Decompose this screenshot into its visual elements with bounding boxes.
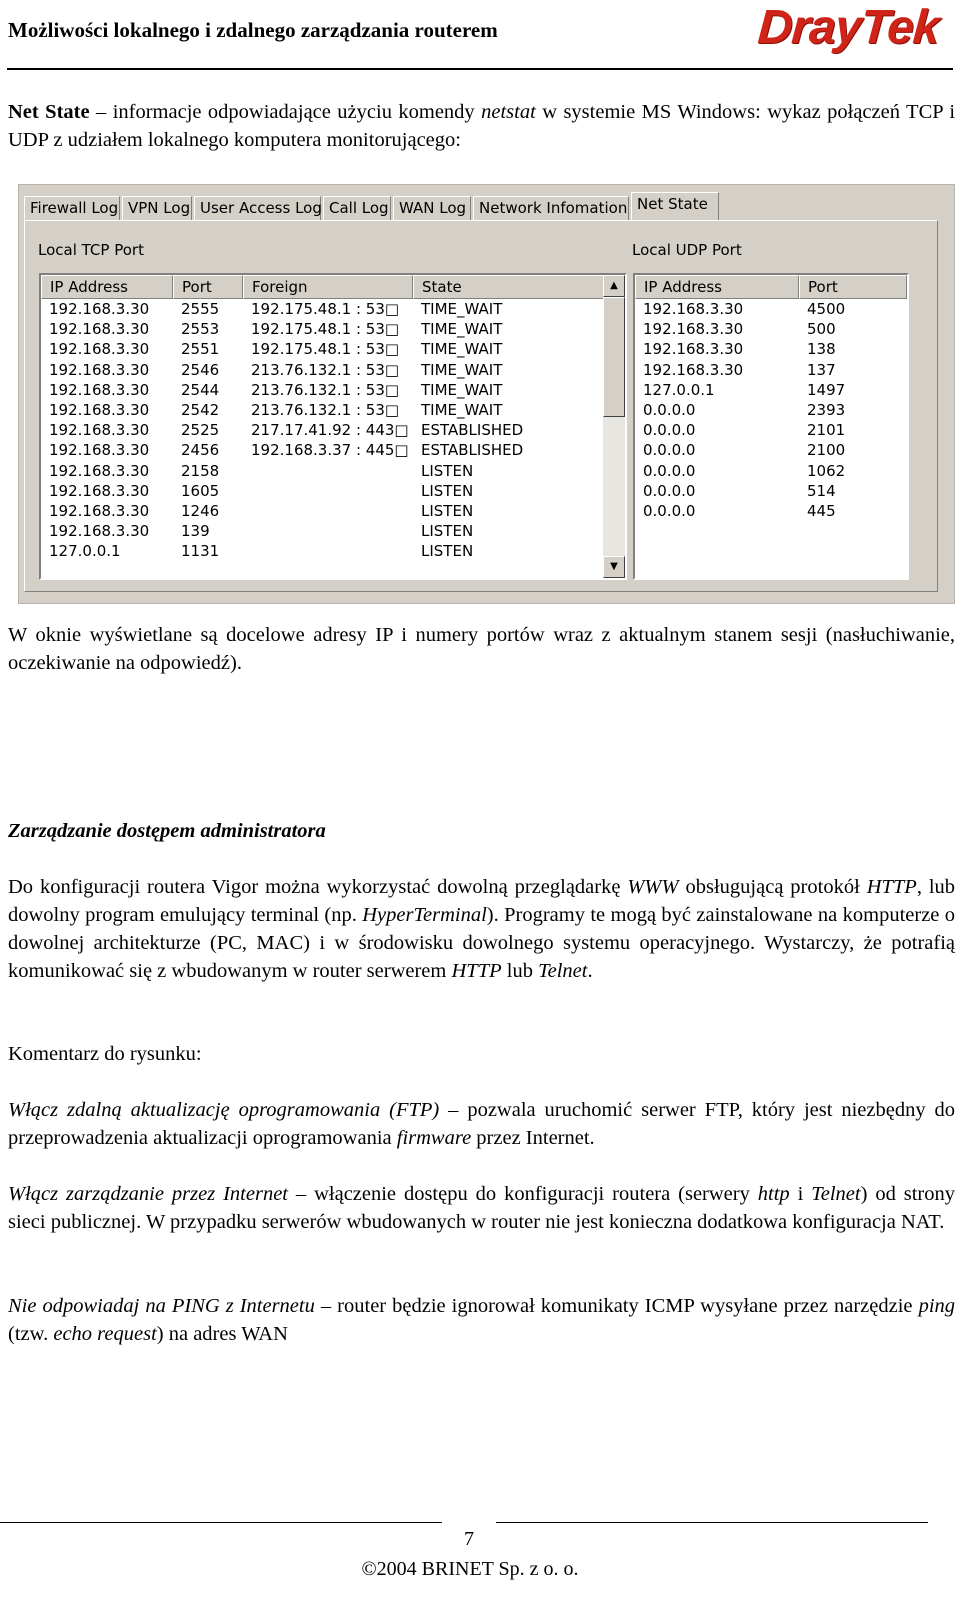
udp-cell: 192.168.3.30	[643, 320, 744, 339]
intro-command: netstat	[481, 101, 536, 123]
tcp-cell: 2544	[181, 380, 220, 399]
tcp-scrollbar[interactable]	[603, 275, 625, 578]
window-description: W oknie wyświetlane są docelowe adresy IP i numery portów wraz z aktualnym stanem sesji (nasłuchiwanie, oczekiwanie na odpowiedź).	[8, 624, 955, 674]
tcp-cell: 2555	[181, 300, 220, 318]
udp-cell: 0.0.0.0	[643, 441, 696, 460]
tcp-col-foreign[interactable]: Foreign	[243, 275, 413, 299]
udp-group-label: Local UDP Port	[632, 241, 742, 259]
tab-call-log[interactable]: Call Log	[323, 196, 391, 220]
udp-cell: 4500	[807, 300, 846, 318]
document-header-title: Możliwości lokalnego i zdalnego zarządzania routerem	[8, 18, 498, 42]
item-ftp: Włącz zdalną aktualizację oprogramowania (FTP) – pozwala uruchomić serwer FTP, który jest niezbędny do przeprowadzenia aktualizacji oprogramowania firmware przez Internet.	[8, 1099, 956, 1149]
udp-cell: 0.0.0.0	[643, 421, 696, 440]
udp-cell: 0.0.0.0	[643, 502, 696, 520]
tcp-cell: 2551	[181, 340, 220, 359]
tcp-cell: ESTABLISHED	[421, 421, 524, 440]
comment-label: Komentarz do rysunku:	[8, 1043, 202, 1065]
tcp-col-ip-address[interactable]: IP Address	[41, 275, 173, 299]
draytek-logo: DrayTek	[756, 1, 941, 54]
tcp-cell: 192.168.3.37 : 445□	[251, 441, 409, 460]
udp-cell: 2101	[807, 421, 846, 440]
tcp-cell: 192.168.3.30	[49, 340, 150, 359]
tcp-cell: 192.168.3.30	[49, 502, 150, 520]
tab-net-state[interactable]: Net State	[631, 192, 719, 220]
udp-cell: 192.168.3.30	[643, 300, 744, 318]
udp-cell: 1497	[807, 380, 846, 399]
footer-rule-left	[0, 1522, 442, 1523]
tcp-cell: TIME_WAIT	[421, 320, 503, 339]
udp-cell: 137	[807, 360, 836, 379]
tcp-cell: 2546	[181, 360, 220, 379]
tcp-cell: 192.168.3.30	[49, 421, 150, 440]
section-heading: Zarządzanie dostępem administratora	[8, 820, 326, 842]
tcp-cell: 192.168.3.30	[49, 300, 150, 318]
tcp-cell: 192.168.3.30	[49, 380, 150, 399]
tcp-cell: 213.76.132.1 : 53□	[251, 360, 400, 379]
item-ping-term: Nie odpowiadaj na PING z Internetu	[8, 1295, 315, 1317]
udp-cell: 0.0.0.0	[643, 461, 696, 480]
tcp-cell: LISTEN	[421, 481, 474, 500]
tcp-col-port[interactable]: Port	[173, 275, 243, 299]
tcp-cell: LISTEN	[421, 542, 474, 561]
tcp-cell: 192.175.48.1 : 53□	[251, 320, 400, 339]
tcp-cell: 192.168.3.30	[49, 401, 150, 419]
tcp-cell: TIME_WAIT	[421, 360, 503, 379]
tcp-cell: 1131	[181, 542, 220, 561]
scroll-thumb[interactable]	[603, 297, 625, 417]
udp-cell: 127.0.0.1	[643, 380, 715, 399]
tcp-cell: 1605	[181, 481, 220, 500]
intro-paragraph	[8, 98, 955, 154]
header-divider	[7, 68, 953, 70]
udp-cell: 445	[807, 502, 836, 520]
tcp-cell: 2553	[181, 320, 220, 339]
tcp-col-state[interactable]: State	[413, 275, 605, 299]
intro-text-2: w systemie MS Windows: wykaz połączeń TCP i UDP z udziałem lokalnego komputera monitorującego:	[8, 101, 956, 151]
tcp-cell: 192.175.48.1 : 53□	[251, 300, 400, 318]
tcp-group-label: Local TCP Port	[38, 241, 144, 259]
tcp-cell: 127.0.0.1	[49, 542, 121, 561]
net-state-panel	[24, 220, 938, 592]
item-internet: Włącz zarządzanie przez Internet – włączenie dostępu do konfiguracji routera (serwery http i Telnet) od strony sieci publicznej. W przypadku serwerów wbudowanych w router nie jest konieczna dodatkowa konfiguracja NAT.	[8, 1183, 956, 1233]
intro-term: Net State	[8, 101, 90, 123]
intro-dash: –	[96, 101, 107, 123]
tcp-cell: 192.168.3.30	[49, 320, 150, 339]
tcp-cell: ESTABLISHED	[421, 441, 524, 460]
tcp-cell: 192.168.3.30	[49, 522, 150, 541]
tcp-cell: 217.17.41.92 : 443□	[251, 421, 409, 440]
udp-cell: 138	[807, 340, 836, 359]
udp-col-port[interactable]: Port	[799, 275, 907, 299]
udp-col-ip-address[interactable]: IP Address	[635, 275, 799, 299]
tcp-cell: LISTEN	[421, 522, 474, 541]
tcp-cell: 2158	[181, 461, 220, 480]
item-ftp-term: Włącz zdalną aktualizację oprogramowania (FTP)	[8, 1099, 440, 1121]
tcp-cell: 192.168.3.30	[49, 481, 150, 500]
tab-vpn-log[interactable]: VPN Log	[122, 196, 192, 220]
tcp-cell: 139	[181, 522, 210, 541]
tab-network-infomation[interactable]: Network Infomation	[473, 196, 629, 220]
tcp-cell: TIME_WAIT	[421, 300, 503, 318]
udp-cell: 1062	[807, 461, 846, 480]
tcp-cell: 192.175.48.1 : 53□	[251, 340, 400, 359]
intro-text-1: informacje odpowiadające użyciu komendy	[112, 101, 475, 123]
tcp-cell: 213.76.132.1 : 53□	[251, 401, 400, 419]
tcp-cell: 192.168.3.30	[49, 441, 150, 460]
scroll-down-icon[interactable]: ▼	[603, 556, 625, 578]
udp-cell: 500	[807, 320, 836, 339]
tab-wan-log[interactable]: WAN Log	[393, 196, 471, 220]
udp-cell: 192.168.3.30	[643, 340, 744, 359]
scroll-up-icon[interactable]: ▲	[603, 275, 625, 297]
udp-cell: 192.168.3.30	[643, 360, 744, 379]
tab-firewall-log[interactable]: Firewall Log	[24, 196, 120, 220]
udp-cell: 2100	[807, 441, 846, 460]
tcp-port-list[interactable]	[39, 273, 627, 580]
item-internet-term: Włącz zarządzanie przez Internet	[8, 1183, 288, 1205]
udp-cell: 514	[807, 481, 836, 500]
tcp-cell: 192.168.3.30	[49, 360, 150, 379]
item-ping: Nie odpowiadaj na PING z Internetu – router będzie ignorował komunikaty ICMP wysyłane przez narzędzie ping (tzw. echo request) na adres WAN	[8, 1295, 956, 1345]
udp-port-list[interactable]	[633, 273, 909, 580]
page-number: 7	[464, 1528, 474, 1550]
tcp-cell: 2456	[181, 441, 220, 460]
tcp-cell: 2525	[181, 421, 220, 440]
config-paragraph: Do konfiguracji routera Vigor można wykorzystać dowolną przeglądarkę WWW obsługującą protokół HTTP, lub dowolny program emulujący terminal (np. HyperTerminal). Programy te mogą być zainstalowane na komputerze o dowolnej architekturze (PC, MAC) i w środowisku dowolnego systemu operacyjnego. Wystarczy, że potrafią komunikować się z wbudowanym w router serwerem HTTP lub Telnet.	[8, 876, 956, 982]
tab-user-access-log[interactable]: User Access Log	[194, 196, 321, 220]
tcp-cell: 213.76.132.1 : 53□	[251, 380, 400, 399]
net-state-screenshot	[18, 184, 955, 604]
udp-cell: 0.0.0.0	[643, 401, 696, 419]
footer-copyright: ©2004 BRINET Sp. z o. o.	[361, 1558, 579, 1580]
udp-cell: 0.0.0.0	[643, 481, 696, 500]
tcp-cell: 1246	[181, 502, 220, 520]
tcp-cell: LISTEN	[421, 502, 474, 520]
udp-cell: 2393	[807, 401, 846, 419]
footer-rule-right	[496, 1522, 928, 1523]
tcp-cell: 192.168.3.30	[49, 461, 150, 480]
tcp-cell: TIME_WAIT	[421, 401, 503, 419]
tcp-cell: LISTEN	[421, 461, 474, 480]
tcp-cell: 2542	[181, 401, 220, 419]
tcp-cell: TIME_WAIT	[421, 380, 503, 399]
tcp-cell: TIME_WAIT	[421, 340, 503, 359]
